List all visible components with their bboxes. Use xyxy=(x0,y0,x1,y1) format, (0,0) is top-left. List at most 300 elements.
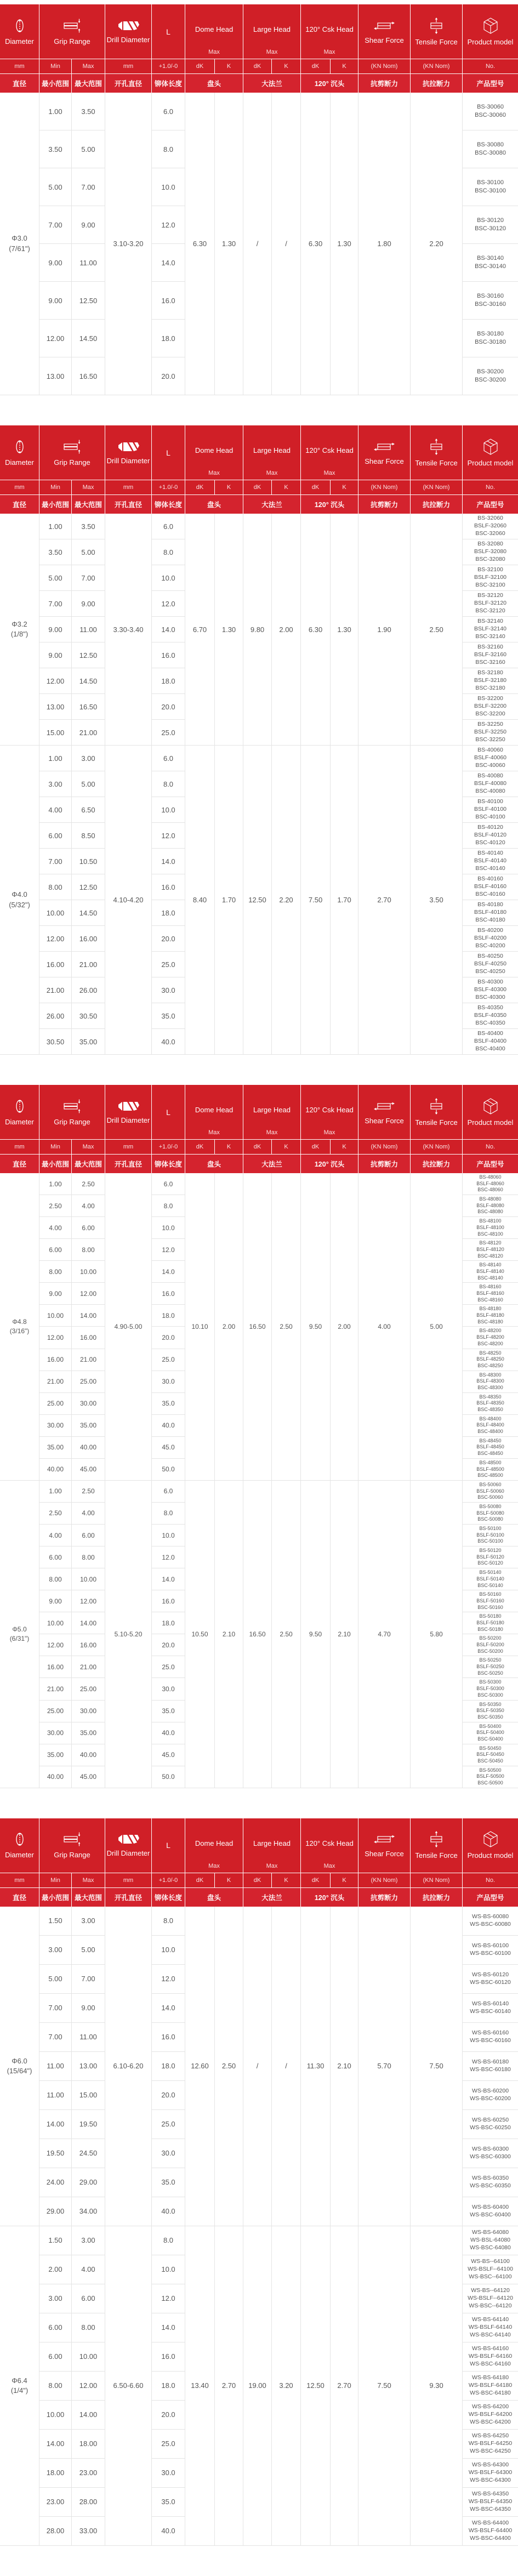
grip-min-cell: 6.00 xyxy=(39,1546,72,1568)
column-header-length xyxy=(152,1818,185,1873)
product-model-line: BS-32160 xyxy=(477,644,503,651)
product-model-line: WS-BS-64140 xyxy=(471,2316,509,2323)
cn-grip-max: 最大范围 xyxy=(72,74,105,93)
product-model-cell xyxy=(463,2168,518,2197)
product-model-line: BSC-30100 xyxy=(475,187,506,194)
diameter-icon xyxy=(13,1831,27,1847)
grip-max-cell: 6.00 xyxy=(72,1525,105,1546)
grip-range-icon xyxy=(62,1098,82,1114)
grip-max-cell: 14.00 xyxy=(72,1305,105,1327)
grip-min-cell: 3.00 xyxy=(39,771,72,797)
grip-min-cell: 9.00 xyxy=(39,617,72,642)
product-model-line: BSC-50300 xyxy=(477,1692,503,1698)
product-model-line: BSC-48350 xyxy=(477,1407,503,1412)
grip-max-cell: 5.00 xyxy=(72,130,105,168)
large-dk-cell: / xyxy=(243,93,272,395)
grip-min-cell: 40.00 xyxy=(39,1459,72,1481)
grip-min-cell: 7.00 xyxy=(39,1994,72,2023)
cn-large-head: 大法兰 xyxy=(243,1888,301,1907)
product-model-line: WS-BS-64180 xyxy=(471,2374,509,2381)
tensile-force-icon xyxy=(428,438,445,456)
product-model-line: BSC-48300 xyxy=(477,1384,503,1390)
column-header-shear-force-label: Shear Force xyxy=(365,457,404,465)
product-model-cell xyxy=(463,1173,518,1195)
dome-dk-cell: 6.70 xyxy=(185,514,215,746)
product-model-line: WS-BSC-64180 xyxy=(470,2389,511,2396)
cn-large-head: 大法兰 xyxy=(243,74,301,93)
column-header-dome-head-max-label: Max xyxy=(208,470,220,476)
product-model-line: WS-BSLF-64250 xyxy=(468,2439,513,2447)
grip-max-cell: 21.00 xyxy=(72,1349,105,1371)
column-header-dome-head-label: Dome Head xyxy=(195,25,234,33)
grip-min-cell: 7.00 xyxy=(39,206,72,244)
grip-max-cell: 3.00 xyxy=(72,1907,105,1936)
table-header xyxy=(0,425,518,514)
csk-k-cell: 2.10 xyxy=(331,1907,358,2226)
cn-shear: 抗剪断力 xyxy=(358,495,411,514)
product-model-line: WS-BSLF-64180 xyxy=(468,2381,513,2389)
column-header-grip-range xyxy=(39,425,105,480)
grip-min-cell: 15.00 xyxy=(39,720,72,746)
product-model-cell xyxy=(463,977,518,1003)
length-cell: 20.0 xyxy=(152,2081,185,2110)
diameter-inch-value: (3/16") xyxy=(9,1327,30,1335)
unit-csk-k: K xyxy=(331,1873,358,1888)
length-cell: 35.0 xyxy=(152,2168,185,2197)
product-model-line: BSLF-48200 xyxy=(476,1334,504,1340)
product-model-line: BS-50400 xyxy=(479,1723,502,1729)
grip-max-cell: 35.00 xyxy=(72,1722,105,1744)
unit-grip-max: Max xyxy=(72,1873,105,1888)
product-model-line: WS-BSC--64100 xyxy=(469,2273,512,2280)
grip-min-cell: 11.00 xyxy=(39,2081,72,2110)
product-model-line: WS-BSC-60200 xyxy=(470,2095,511,2102)
cn-drill: 开孔直径 xyxy=(105,1888,152,1907)
product-model-line: BS-32120 xyxy=(477,592,503,599)
column-header-product-model xyxy=(463,1085,518,1140)
unit-dome-k: K xyxy=(215,1140,243,1155)
unit-grip-min: Min xyxy=(39,1873,72,1888)
cn-diameter: 直径 xyxy=(0,1888,39,1907)
unit-length-tolerance: +1.0/-0 xyxy=(152,1873,185,1888)
unit-dome-dk: dK xyxy=(185,1873,215,1888)
grip-max-cell: 12.00 xyxy=(72,2372,105,2401)
grip-min-cell: 10.00 xyxy=(39,1305,72,1327)
length-cell: 8.0 xyxy=(152,771,185,797)
column-header-drill-diameter-label: Drill Diameter xyxy=(106,1116,150,1124)
length-cell: 18.0 xyxy=(152,1612,185,1634)
column-header-length xyxy=(152,1085,185,1140)
column-header-csk-head-max-label: Max xyxy=(323,1862,335,1869)
large-dk-cell: 19.00 xyxy=(243,2226,272,2546)
product-model-line: BSLF-48140 xyxy=(476,1268,504,1274)
csk-k-cell: 2.70 xyxy=(331,2226,358,2546)
product-model-line: WS-BSC-60140 xyxy=(470,2008,511,2015)
product-model-line: BSC-30180 xyxy=(475,339,506,345)
column-header-large-head xyxy=(243,1818,301,1873)
unit-diameter: mm xyxy=(0,59,39,74)
column-header-drill-diameter xyxy=(105,4,152,59)
grip-max-cell: 12.50 xyxy=(72,282,105,320)
unit-dome-k: K xyxy=(215,480,243,495)
cn-shear: 抗剪断力 xyxy=(358,1155,411,1173)
grip-max-cell: 35.00 xyxy=(72,1029,105,1055)
product-model-line: BS-30100 xyxy=(477,179,504,186)
drill-bit-icon xyxy=(117,440,140,453)
product-model-line: BS-50300 xyxy=(479,1679,502,1685)
product-box-icon xyxy=(482,1097,499,1115)
cn-diameter: 直径 xyxy=(0,1155,39,1173)
unit-grip-max: Max xyxy=(72,59,105,74)
grip-max-cell: 14.00 xyxy=(72,1612,105,1634)
grip-max-cell: 8.00 xyxy=(72,1239,105,1261)
product-model-cell xyxy=(463,2081,518,2110)
grip-min-cell: 8.00 xyxy=(39,2372,72,2401)
product-model-line: BSC-32080 xyxy=(475,555,505,562)
product-model-cell xyxy=(463,2226,518,2255)
grip-max-cell: 45.00 xyxy=(72,1459,105,1481)
drill-bit-icon xyxy=(117,1833,140,1846)
product-model-cell xyxy=(463,1568,518,1590)
length-cell: 14.0 xyxy=(152,1261,185,1283)
product-model-line: BSLF-32120 xyxy=(474,600,507,607)
product-model-cell xyxy=(463,1936,518,1965)
product-model-line: BS-30060 xyxy=(477,104,504,111)
length-cell: 10.0 xyxy=(152,1936,185,1965)
cn-grip-min: 最小范围 xyxy=(39,495,72,514)
product-model-line: BSC-48140 xyxy=(477,1275,503,1281)
product-model-line: BS-50180 xyxy=(479,1613,502,1619)
cn-diameter: 直径 xyxy=(0,495,39,514)
product-model-cell xyxy=(463,1701,518,1722)
product-model-line: BS-30120 xyxy=(477,217,504,224)
grip-min-cell: 4.00 xyxy=(39,797,72,823)
column-header-product-model xyxy=(463,4,518,59)
product-model-line: BSC-32180 xyxy=(475,684,505,691)
cn-product-model: 产品型号 xyxy=(463,1888,518,1907)
table-header xyxy=(0,1085,518,1173)
dome-k-cell: 2.50 xyxy=(215,1907,243,2226)
column-header-shear-force-label: Shear Force xyxy=(365,36,404,44)
length-cell: 40.0 xyxy=(152,1415,185,1437)
product-model-line: BSLF-50180 xyxy=(476,1619,504,1625)
cn-length: 铆体长度 xyxy=(152,495,185,514)
diameter-inch-value: (1/8") xyxy=(10,630,29,638)
length-cell: 30.0 xyxy=(152,1678,185,1700)
product-model-line: BSLF-50450 xyxy=(476,1752,504,1758)
product-model-line: BSC-50160 xyxy=(477,1604,503,1610)
product-model-line: BSLF-40140 xyxy=(474,857,507,865)
product-model-line: WS-BSLF--64120 xyxy=(468,2294,513,2301)
grip-max-cell: 2.50 xyxy=(72,1173,105,1195)
diameter-inch-value: (5/32") xyxy=(9,900,30,909)
tensile-force-cell: 7.50 xyxy=(411,1907,463,2226)
column-header-csk-head xyxy=(301,4,358,59)
large-dk-cell: 9.80 xyxy=(243,514,272,746)
product-model-line: BSC-30120 xyxy=(475,225,506,232)
cn-dome-head: 盘头 xyxy=(185,495,243,514)
product-model-line: BS-30200 xyxy=(477,368,504,376)
length-cell: 12.0 xyxy=(152,591,185,617)
length-cell: 25.0 xyxy=(152,2110,185,2139)
table-row xyxy=(0,746,518,771)
product-model-line: BS-48200 xyxy=(479,1328,502,1334)
product-model-line: BSLF-50060 xyxy=(476,1488,504,1494)
product-model-line: BSLF-48350 xyxy=(476,1400,504,1406)
column-header-tensile-force xyxy=(411,4,463,59)
grip-min-cell: 13.00 xyxy=(39,357,72,395)
product-model-cell xyxy=(463,2110,518,2139)
grip-max-cell: 5.00 xyxy=(72,1936,105,1965)
product-model-line: BS-48100 xyxy=(479,1218,502,1224)
length-cell: 20.0 xyxy=(152,1327,185,1349)
unit-drill: mm xyxy=(105,480,152,495)
grip-max-cell: 33.00 xyxy=(72,2517,105,2546)
length-cell: 18.0 xyxy=(152,320,185,357)
cn-csk-head: 120° 沉头 xyxy=(301,1155,358,1173)
drill-bit-icon xyxy=(117,1100,140,1113)
product-model-line: BSLF-50080 xyxy=(476,1510,504,1516)
column-header-diameter xyxy=(0,425,39,480)
column-header-shear-force xyxy=(358,1085,411,1140)
grip-max-cell: 25.00 xyxy=(72,1371,105,1393)
product-model-line: BS-32080 xyxy=(477,541,503,548)
grip-min-cell: 10.00 xyxy=(39,2401,72,2430)
product-model-cell xyxy=(463,2052,518,2081)
product-model-cell xyxy=(463,2023,518,2052)
product-box-icon xyxy=(482,438,499,456)
unit-dome-k: K xyxy=(215,1873,243,1888)
grip-min-cell: 13.00 xyxy=(39,694,72,720)
drill-bit-icon xyxy=(117,19,140,32)
product-model-line: WS-BSC-64080 xyxy=(470,2244,511,2251)
length-cell: 14.0 xyxy=(152,2313,185,2342)
cn-dome-head: 盘头 xyxy=(185,74,243,93)
cn-grip-min: 最小范围 xyxy=(39,74,72,93)
product-model-cell xyxy=(463,1546,518,1568)
product-model-line: BS-48080 xyxy=(479,1196,502,1202)
length-cell: 20.0 xyxy=(152,357,185,395)
product-model-line: BSC-30200 xyxy=(475,377,506,383)
product-model-line: BS-48500 xyxy=(479,1459,502,1465)
grip-min-cell: 4.00 xyxy=(39,1525,72,1546)
diameter-inch-value: (15/64") xyxy=(7,2066,32,2075)
grip-min-cell: 7.00 xyxy=(39,2023,72,2052)
csk-k-cell: 1.70 xyxy=(331,746,358,1055)
grip-max-cell: 3.50 xyxy=(72,514,105,539)
spec-table-2 xyxy=(0,425,518,1055)
product-model-line: BSLF-50120 xyxy=(476,1554,504,1560)
product-model-line: WS-BSC-60080 xyxy=(470,1920,511,1927)
shear-force-icon xyxy=(374,1099,395,1113)
length-cell: 20.0 xyxy=(152,694,185,720)
product-model-cell xyxy=(463,1283,518,1305)
column-header-diameter xyxy=(0,1818,39,1873)
grip-min-cell: 6.00 xyxy=(39,2342,72,2372)
product-model-line: BSC-50400 xyxy=(477,1736,503,1742)
product-model-line: BSC-50180 xyxy=(477,1626,503,1632)
length-cell: 14.0 xyxy=(152,1994,185,2023)
product-model-line: BSLF-32100 xyxy=(474,574,507,581)
grip-min-cell: 30.50 xyxy=(39,1029,72,1055)
unit-drill: mm xyxy=(105,59,152,74)
column-header-diameter-label: Diameter xyxy=(5,458,34,467)
length-cell: 35.0 xyxy=(152,1003,185,1029)
product-model-line: BSLF-32140 xyxy=(474,625,507,633)
grip-min-cell: 35.00 xyxy=(39,1744,72,1766)
product-model-line: BSLF-50200 xyxy=(476,1642,504,1647)
tensile-force-cell: 9.30 xyxy=(411,2226,463,2546)
product-model-line: BS-50500 xyxy=(479,1767,502,1773)
length-cell: 35.0 xyxy=(152,2488,185,2517)
product-model-line: BSLF-48120 xyxy=(476,1246,504,1252)
grip-max-cell: 35.00 xyxy=(72,1415,105,1437)
grip-min-cell: 24.00 xyxy=(39,2168,72,2197)
product-model-line: BSLF-50140 xyxy=(476,1576,504,1582)
product-model-line: BSLF-40400 xyxy=(474,1038,507,1045)
length-cell: 20.0 xyxy=(152,926,185,952)
cn-length: 铆体长度 xyxy=(152,1888,185,1907)
product-model-cell xyxy=(463,1029,518,1055)
tensile-force-cell: 2.20 xyxy=(411,93,463,395)
column-header-grip-range xyxy=(39,1085,105,1140)
grip-max-cell: 3.00 xyxy=(72,2226,105,2255)
product-model-line: WS-BS-60400 xyxy=(471,2203,509,2210)
tensile-force-cell: 5.80 xyxy=(411,1481,463,1788)
product-model-line: BSC-50080 xyxy=(477,1516,503,1522)
cn-grip-max: 最大范围 xyxy=(72,495,105,514)
product-model-cell xyxy=(463,2284,518,2313)
diameter-inch-value: (1/4") xyxy=(10,2386,29,2395)
length-cell: 10.0 xyxy=(152,1217,185,1239)
diameter-cell xyxy=(0,746,39,1055)
product-model-line: BS-48400 xyxy=(479,1415,502,1421)
unit-tensile: (KN Nom) xyxy=(411,1140,463,1155)
product-model-cell xyxy=(463,926,518,952)
large-dk-cell: 16.50 xyxy=(243,1481,272,1788)
large-k-cell: 2.50 xyxy=(272,1481,301,1788)
product-model-line: BSC-30060 xyxy=(475,112,506,118)
drill-diameter-cell: 4.10-4.20 xyxy=(105,746,152,1055)
grip-max-cell: 3.50 xyxy=(72,93,105,130)
product-model-line: BSC-40350 xyxy=(475,1019,505,1026)
product-model-line: BSLF-40120 xyxy=(474,832,507,839)
drill-diameter-cell: 5.10-5.20 xyxy=(105,1481,152,1788)
product-model-line: BSC-32250 xyxy=(475,736,505,743)
grip-max-cell: 13.00 xyxy=(72,2052,105,2081)
tensile-force-cell: 3.50 xyxy=(411,746,463,1055)
unit-csk-k: K xyxy=(331,1140,358,1155)
product-model-line: WS-BSC-60100 xyxy=(470,1949,511,1957)
cn-drill: 开孔直径 xyxy=(105,495,152,514)
grip-max-cell: 6.00 xyxy=(72,2284,105,2313)
grip-max-cell: 16.00 xyxy=(72,1634,105,1656)
product-model-line: WS-BSLF-64200 xyxy=(468,2410,513,2418)
product-model-line: BS-40080 xyxy=(477,772,503,780)
product-model-line: BS-48250 xyxy=(479,1350,502,1356)
length-cell: 10.0 xyxy=(152,797,185,823)
length-cell: 18.0 xyxy=(152,2372,185,2401)
column-header-drill-diameter xyxy=(105,425,152,480)
dome-k-cell: 1.30 xyxy=(215,514,243,746)
product-model-line: BSLF-40160 xyxy=(474,883,507,890)
diameter-icon xyxy=(13,439,27,455)
product-model-line: BSLF-48300 xyxy=(476,1378,504,1384)
product-model-cell xyxy=(463,2139,518,2168)
column-header-dome-head-label: Dome Head xyxy=(195,1839,234,1847)
product-model-line: BSC-40180 xyxy=(475,916,505,923)
product-model-line: BS-48300 xyxy=(479,1372,502,1378)
grip-min-cell: 5.00 xyxy=(39,565,72,591)
product-model-line: WS-BS-60120 xyxy=(471,1971,509,1978)
grip-max-cell: 9.00 xyxy=(72,206,105,244)
cn-grip-min: 最小范围 xyxy=(39,1155,72,1173)
csk-dk-cell: 7.50 xyxy=(301,746,331,1055)
length-cell: 6.0 xyxy=(152,746,185,771)
length-label: L xyxy=(166,1841,170,1850)
grip-max-cell: 29.00 xyxy=(72,2168,105,2197)
grip-min-cell: 2.00 xyxy=(39,2255,72,2284)
unit-dome-dk: dK xyxy=(185,59,215,74)
product-model-line: BS-48140 xyxy=(479,1262,502,1268)
grip-min-cell: 10.00 xyxy=(39,900,72,926)
product-model-cell xyxy=(463,1907,518,1936)
diameter-cell xyxy=(0,2226,39,2546)
product-model-line: BSC-48080 xyxy=(477,1209,503,1215)
csk-k-cell: 2.10 xyxy=(331,1481,358,1788)
length-cell: 12.0 xyxy=(152,1239,185,1261)
cn-csk-head: 120° 沉头 xyxy=(301,495,358,514)
product-model-line: WS-BS-60140 xyxy=(471,2000,509,2007)
length-label: L xyxy=(166,27,170,36)
grip-min-cell: 7.00 xyxy=(39,849,72,874)
product-model-cell xyxy=(463,2342,518,2372)
grip-max-cell: 40.00 xyxy=(72,1744,105,1766)
product-model-line: WS-BS-64300 xyxy=(471,2461,509,2468)
grip-min-cell: 3.00 xyxy=(39,1936,72,1965)
product-model-line: WS-BS-60160 xyxy=(471,2029,509,2036)
column-header-csk-head-label: 120° Csk Head xyxy=(305,25,354,33)
grip-min-cell: 10.00 xyxy=(39,1612,72,1634)
large-k-cell: / xyxy=(272,93,301,395)
unit-grip-max: Max xyxy=(72,1140,105,1155)
column-header-large-head-max-label: Max xyxy=(266,49,278,55)
grip-min-cell: 7.00 xyxy=(39,591,72,617)
unit-drill: mm xyxy=(105,1140,152,1155)
grip-max-cell: 6.50 xyxy=(72,797,105,823)
grip-min-cell: 8.00 xyxy=(39,1568,72,1590)
product-model-line: BS-40060 xyxy=(477,747,503,754)
product-model-line: BS-32250 xyxy=(477,721,503,728)
product-model-line: BSLF-48500 xyxy=(476,1466,504,1472)
product-model-cell xyxy=(463,168,518,206)
grip-max-cell: 8.50 xyxy=(72,823,105,849)
grip-max-cell: 19.50 xyxy=(72,2110,105,2139)
column-header-length xyxy=(152,4,185,59)
tensile-force-cell: 5.00 xyxy=(411,1173,463,1481)
product-model-line: BSLF-50350 xyxy=(476,1708,504,1714)
unit-large-dk: dK xyxy=(243,1140,272,1155)
column-header-shear-force xyxy=(358,1818,411,1873)
product-model-line: BSLF-48080 xyxy=(476,1202,504,1208)
product-model-line: WS-BSC-64200 xyxy=(470,2418,511,2425)
product-model-cell xyxy=(463,2430,518,2459)
cn-tensile: 抗拉断力 xyxy=(411,74,463,93)
product-model-line: BSLF-32080 xyxy=(474,548,507,555)
grip-max-cell: 12.50 xyxy=(72,642,105,668)
column-header-tensile-force xyxy=(411,1085,463,1140)
column-header-product-model-label: Product model xyxy=(467,458,514,467)
